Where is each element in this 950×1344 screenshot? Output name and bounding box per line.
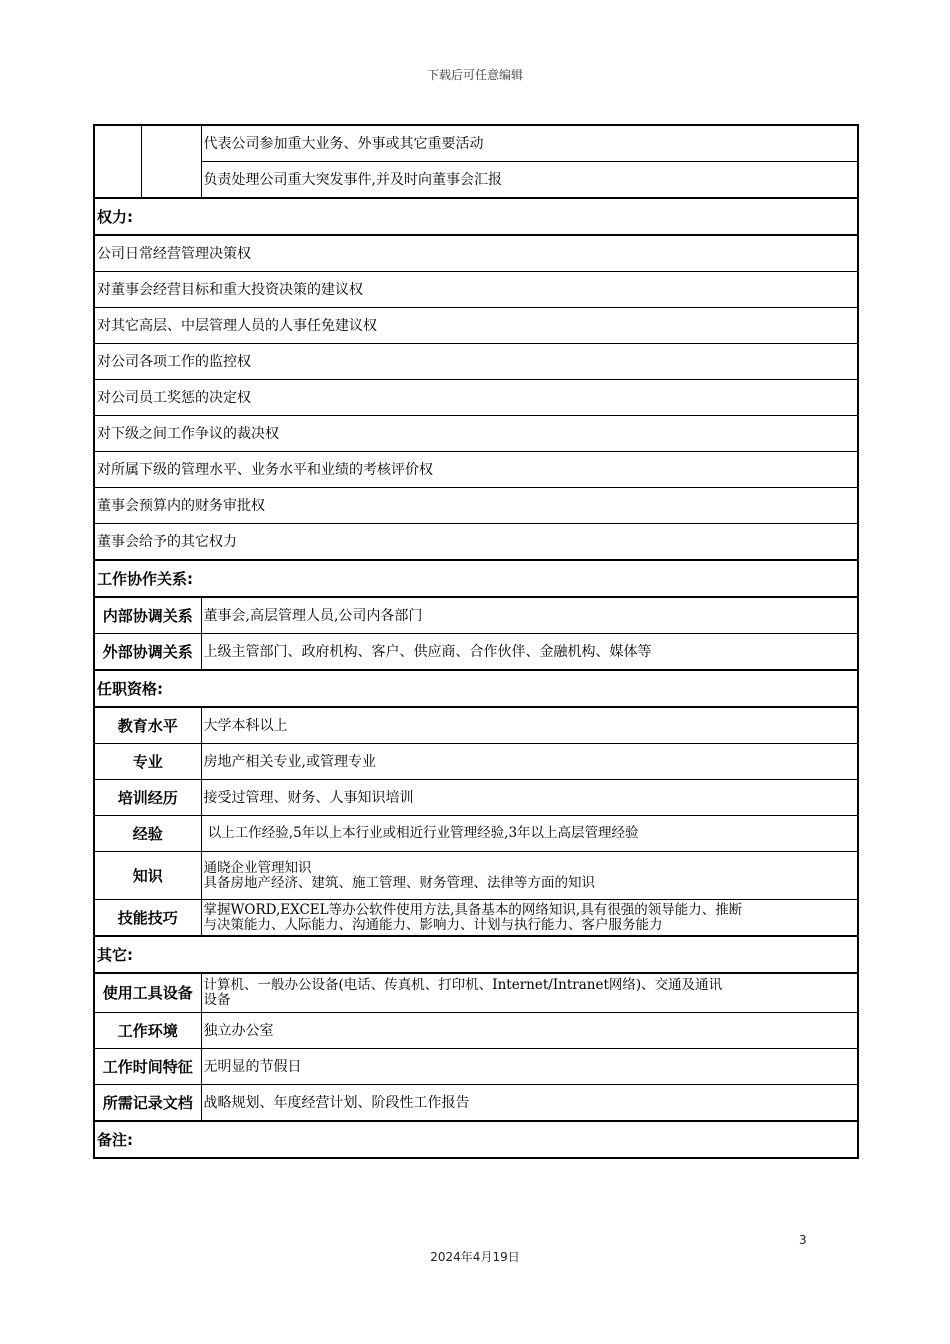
training-value: 接受过管理、财务、人事知识培训 [201,780,858,816]
duty-row [94,162,858,199]
authority-item: 对公司员工奖惩的决定权 [94,380,858,416]
duty-item: 代表公司参加重大业务、外事或其它重要活动 [201,125,858,162]
section-qualifications-title: 任职资格: [94,670,858,707]
tools-value [201,973,858,1013]
environment-label: 工作环境 [94,1013,201,1049]
work-time-value: 无明显的节假日 [201,1049,858,1085]
authority-item: 董事会预算内的财务审批权 [94,488,858,524]
external-coordination-label: 外部协调关系 [94,634,201,671]
duty-item: 负责处理公司重大突发事件,并及时向董事会汇报 [201,162,858,199]
section-other-title: 其它: [94,936,858,973]
tools-label: 使用工具设备 [94,973,201,1013]
authority-item: 对公司各项工作的监控权 [94,344,858,380]
authority-item: 对所属下级的管理水平、业务水平和业绩的考核评价权 [94,452,858,488]
page-header-text: 下载后可任意编辑 [426,68,523,82]
documents-value: 战略规划、年度经营计划、阶段性工作报告 [201,1085,858,1122]
major-value: 房地产相关专业,或管理专业 [201,744,858,780]
internal-coordination-label: 内部协调关系 [94,597,201,634]
major-label: 专业 [94,744,201,780]
experience-value: 以上工作经验,5年以上本行业或相近行业管理经验,3年以上高层管理经验 [201,816,858,852]
skills-line: 掌握WORD,EXCEL等办公软件使用方法,具备基本的网络知识,具有很强的领导能力、推断 [203,901,743,918]
experience-label: 经验 [94,816,201,852]
tools-line: 设备 [203,992,231,1008]
external-coordination-value: 上级主管部门、政府机构、客户、供应商、合作伙伴、金融机构、媒体等 [201,634,858,671]
section-cooperation-title: 工作协作关系: [94,560,858,597]
duty-number-cell [94,125,141,198]
duty-row [94,125,858,162]
footer-date: 2024年4月19日 [430,1250,520,1264]
tools-line: 计算机、一般办公设备(电话、传真机、打印机、Internet/Intranet网络)、交通及通讯 [203,977,723,993]
duty-category-cell [141,125,201,198]
section-authority-title: 权力: [94,198,858,235]
authority-item: 对下级之间工作争议的裁决权 [94,416,858,452]
internal-coordination-value: 董事会,高层管理人员,公司内各部门 [201,597,858,634]
section-remarks-title: 备注: [94,1121,858,1158]
environment-value: 独立办公室 [201,1013,858,1049]
skills-line: 与决策能力、人际能力、沟通能力、影响力、计划与执行能力、客户服务能力 [203,916,663,933]
authority-item: 对董事会经营目标和重大投资决策的建议权 [94,272,858,308]
authority-item: 对其它高层、中层管理人员的人事任免建议权 [94,308,858,344]
knowledge-line: 通晓企业管理知识 [203,859,312,876]
skills-label: 技能技巧 [94,900,201,937]
education-value: 大学本科以上 [201,707,858,744]
knowledge-label: 知识 [94,852,201,900]
authority-item: 董事会给予的其它权力 [94,524,858,561]
skills-value [201,900,858,937]
knowledge-value [201,852,858,900]
authority-item: 公司日常经营管理决策权 [94,235,858,272]
education-label: 教育水平 [94,707,201,744]
knowledge-line: 具备房地产经济、建筑、施工管理、财务管理、法律等方面的知识 [203,874,595,891]
training-label: 培训经历 [94,780,201,816]
work-time-label: 工作时间特征 [94,1049,201,1085]
job-description-table [93,124,859,1159]
page-number: 3 [799,1233,807,1247]
documents-label: 所需记录文档 [94,1085,201,1122]
